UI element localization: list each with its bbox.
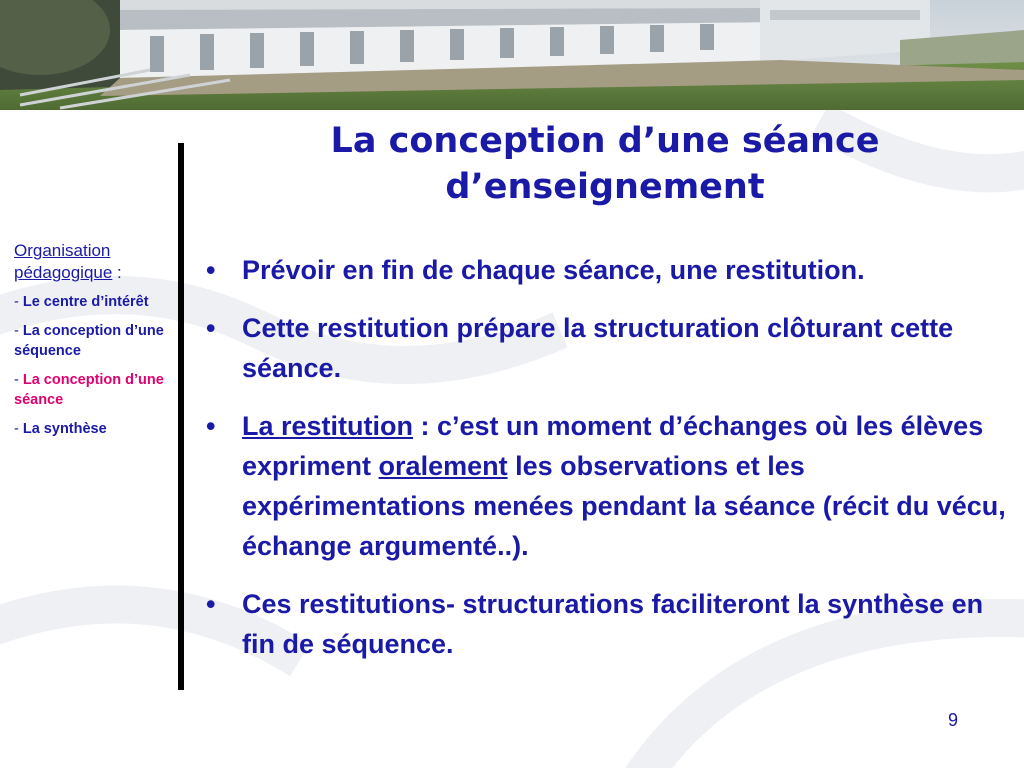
building-photo-icon	[0, 0, 1024, 110]
sidebar-item-label: La synthèse	[22, 421, 107, 437]
sidebar-item-dash: -	[14, 372, 23, 388]
sidebar-heading	[14, 240, 184, 284]
bullet-text: Prévoir en fin de chaque séance, une restitution.	[242, 255, 865, 285]
sidebar-heading-link[interactable]: Organisation pédagogique	[14, 241, 113, 282]
restitution-term: La restitution	[242, 411, 414, 441]
bullet-text: Ces restitutions- structurations faciliteront la synthèse en fin de séquence.	[242, 589, 984, 659]
sidebar-item-label: La conception d’une séance	[14, 372, 164, 408]
sidebar-item-label: La conception d’une séquence	[14, 323, 164, 359]
bullet-dot: •	[206, 411, 216, 441]
bullet-item	[198, 406, 1008, 566]
bullet-item	[198, 308, 1008, 388]
bullet-dot: •	[206, 589, 216, 619]
bullet-dot: •	[206, 313, 216, 343]
sidebar-item-conception-sequence[interactable]	[14, 321, 184, 361]
sidebar-item-conception-seance[interactable]	[14, 370, 184, 410]
sidebar-heading-colon: :	[112, 263, 122, 282]
bullet-dot: •	[206, 255, 216, 285]
sidebar-item-centre-interet[interactable]	[14, 292, 184, 312]
bullet-text-segment: les observations et les expérimentations menées pendant la séance (récit du vécu, échange argumenté..).	[242, 451, 1006, 561]
bullet-text-restitution	[242, 406, 1008, 566]
sidebar-item-dash: -	[14, 421, 23, 437]
slide-body	[198, 250, 1008, 682]
sidebar-item-label: Le centre d’intérêt	[22, 294, 149, 310]
page-number: 9	[948, 710, 959, 730]
sidebar-item-synthese[interactable]	[14, 419, 184, 439]
bullet-text-segment: : c’est un moment d’échanges où les élèves expriment	[242, 411, 984, 481]
sidebar-item-dash: -	[14, 323, 23, 339]
bullet-text: Cette restitution prépare la structuration clôturant cette séance.	[242, 313, 954, 383]
slide-title: La conception d’une séance d’enseignement	[330, 121, 880, 207]
bullet-item	[198, 584, 1008, 664]
sidebar-nav	[14, 240, 184, 448]
bullet-item	[198, 250, 1008, 290]
sidebar-item-dash: -	[14, 294, 23, 310]
oralement-term: oralement	[378, 451, 508, 481]
